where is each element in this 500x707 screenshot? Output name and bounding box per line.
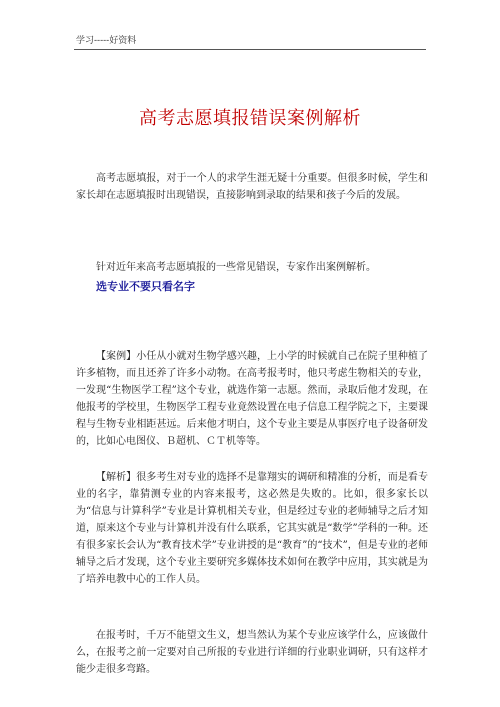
advice-paragraph: 在报考时，千万不能望文生义，想当然认为某个专业应该学什么，应该做什么，在报考之前一定要对自己所报的专业进行详细的行业职业调研，只有这样才能少走很多弯路。	[76, 630, 428, 675]
page-header: 学习-----好资料	[76, 36, 137, 46]
document-title: 高考志愿填报错误案例解析	[139, 108, 361, 129]
analysis-paragraph: 【解析】很多考生对专业的选择不是靠翔实的调研和精准的分析，而是看专业的名字，靠猜测专业的内容来报考，这必然是失败的。比如，很多家长以为“信息与计算科学”专业是计算机相关专业，但是经过专业的老师辅导之后才知道，原来这个专业与计算机并没有什么联系，它其实就是“数学”学科的一种。还有很多家长会认为“教育技术学”专业讲授的是“教育”的“技术”，但是专业的老师辅导之后才发现，这个专业主要研究多媒体技术如何在教学中应用，其实就是为了培养电教中心的工作人员。	[76, 472, 428, 585]
case-paragraph: 【案例】小任从小就对生物学感兴趣，上小学的时候就自己在院子里种植了许多植物，而且还养了许多小动物。在高考报考时，他只考虑生物相关的专业，一发现“生物医学工程”这个专业，就选作第一志愿。然而，录取后他才发现，在他报考的学校里，生物医学工程专业竟然设置在电子信息工程学院之下，主要课程与生物专业相距甚远。后来他才明白，这个专业主要是从事医疗电子设备研发的，比如心电图仪、Ｂ超机、ＣＴ机等等。	[76, 351, 428, 447]
lead-paragraph: 针对近年来高考志愿填报的一些常见错误，专家作出案例解析。	[96, 262, 376, 273]
intro-paragraph: 高考志愿填报，对于一个人的求学生涯无疑十分重要。但很多时候，学生和家长却在志愿填报时出现错误，直接影响到录取的结果和孩子今后的发展。	[76, 173, 428, 201]
section-subheading: 选专业不要只看名字	[96, 280, 195, 293]
header-divider	[74, 49, 426, 50]
